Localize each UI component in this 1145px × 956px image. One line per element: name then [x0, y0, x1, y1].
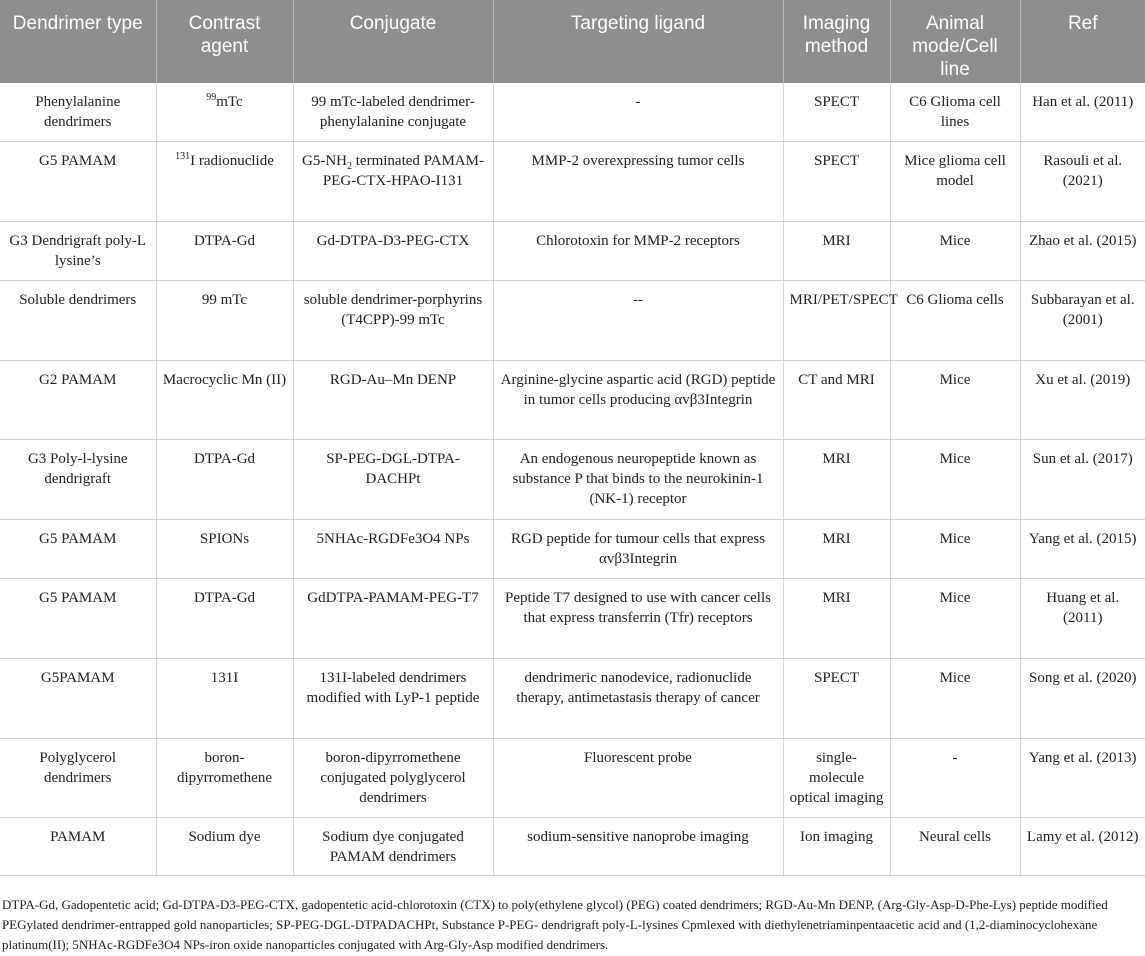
cell-method: CT and MRI [783, 360, 890, 439]
cell-conjugate: boron-dipyrromethene conjugated polyglycerol dendrimers [293, 738, 493, 817]
cell-ligand: - [493, 82, 783, 141]
cell-ref: Huang et al. (2011) [1020, 578, 1145, 658]
table-row [0, 817, 1145, 875]
cell-ref: Yang et al. (2013) [1020, 738, 1145, 817]
agent-superscript: 99 [206, 91, 217, 103]
header-conjugate: Conjugate [293, 0, 493, 82]
table-row [0, 658, 1145, 738]
cell-ligand: -- [493, 280, 783, 360]
table-row [0, 578, 1145, 658]
cell-conjugate: 5NHAc-RGDFe3O4 NPs [293, 519, 493, 578]
cell-model: C6 Glioma cells [890, 280, 1020, 360]
header-imaging-method: Imaging method [783, 0, 890, 82]
cell-ref: Han et al. (2011) [1020, 82, 1145, 141]
cell-agent: DTPA-Gd [156, 221, 293, 280]
cell-dendrimer: G5 PAMAM [0, 141, 156, 221]
cell-agent: DTPA-Gd [156, 578, 293, 658]
cell-dendrimer: Phenylalanine dendrimers [0, 82, 156, 141]
cell-conjugate: RGD-Au–Mn DENP [293, 360, 493, 439]
cell-ligand: Arginine-glycine aspartic acid (RGD) peptide in tumor cells producing αvβ3Integrin [493, 360, 783, 439]
cell-method: MRI [783, 519, 890, 578]
cell-agent: Macrocyclic Mn (II) [156, 360, 293, 439]
cell-dendrimer: G5 PAMAM [0, 578, 156, 658]
table-row [0, 280, 1145, 360]
cell-agent [156, 82, 293, 141]
cell-ref: Lamy et al. (2012) [1020, 817, 1145, 875]
table-row [0, 439, 1145, 519]
cell-dendrimer: G3 Dendrigraft poly-L lysine’s [0, 221, 156, 280]
cell-dendrimer: G2 PAMAM [0, 360, 156, 439]
cell-dendrimer: Soluble dendrimers [0, 280, 156, 360]
conjugate-prefix: G5-NH [302, 152, 348, 169]
cell-method: single-molecule optical imaging [783, 738, 890, 817]
cell-ref: Zhao et al. (2015) [1020, 221, 1145, 280]
header-dendrimer-type: Dendrimer type [0, 0, 156, 82]
cell-ref: Xu et al. (2019) [1020, 360, 1145, 439]
agent-text: mTc [216, 93, 243, 110]
cell-model: Mice glioma cell model [890, 141, 1020, 221]
cell-model: Mice [890, 221, 1020, 280]
cell-conjugate: soluble dendrimer-porphyrins (T4CPP)-99 mTc [293, 280, 493, 360]
conjugate-subscript: 2 [347, 160, 353, 172]
cell-ligand: RGD peptide for tumour cells that express αvβ3Integrin [493, 519, 783, 578]
table-header-row [0, 0, 1145, 82]
cell-ligand: An endogenous neuropeptide known as substance P that binds to the neurokinin-1 (NK-1) receptor [493, 439, 783, 519]
header-contrast-agent: Contrast agent [156, 0, 293, 82]
cell-ligand: Fluorescent probe [493, 738, 783, 817]
cell-model: Mice [890, 658, 1020, 738]
cell-ref: Rasouli et al. (2021) [1020, 141, 1145, 221]
cell-model: Mice [890, 360, 1020, 439]
cell-model: Neural cells [890, 817, 1020, 875]
cell-model: C6 Glioma cell lines [890, 82, 1020, 141]
cell-model: Mice [890, 439, 1020, 519]
cell-ref: Subbarayan et al. (2001) [1020, 280, 1145, 360]
cell-agent: Sodium dye [156, 817, 293, 875]
cell-agent [156, 141, 293, 221]
cell-conjugate: SP-PEG-DGL-DTPA-DACHPt [293, 439, 493, 519]
cell-method: MRI/PET/SPECT [783, 280, 890, 360]
cell-agent: boron-dipyrromethene [156, 738, 293, 817]
cell-agent: SPIONs [156, 519, 293, 578]
conjugate-text: terminated PAMAM-PEG-CTX-HPAO-I131 [322, 152, 484, 189]
cell-model: - [890, 738, 1020, 817]
cell-method: MRI [783, 221, 890, 280]
cell-conjugate: Sodium dye conjugated PAMAM dendrimers [293, 817, 493, 875]
cell-ligand: Chlorotoxin for MMP-2 receptors [493, 221, 783, 280]
cell-agent: DTPA-Gd [156, 439, 293, 519]
table-row [0, 221, 1145, 280]
cell-method: SPECT [783, 141, 890, 221]
cell-ref: Sun et al. (2017) [1020, 439, 1145, 519]
cell-conjugate: Gd-DTPA-D3-PEG-CTX [293, 221, 493, 280]
table-row [0, 519, 1145, 578]
cell-model: Mice [890, 578, 1020, 658]
cell-ligand: MMP-2 overexpressing tumor cells [493, 141, 783, 221]
cell-agent: 99 mTc [156, 280, 293, 360]
cell-model: Mice [890, 519, 1020, 578]
header-targeting-ligand: Targeting ligand [493, 0, 783, 82]
cell-dendrimer: G5 PAMAM [0, 519, 156, 578]
cell-conjugate: 131I-labeled dendrimers modified with LyP-1 peptide [293, 658, 493, 738]
cell-dendrimer: PAMAM [0, 817, 156, 875]
header-animal-model: Animal mode/Cell line [890, 0, 1020, 82]
cell-conjugate [293, 141, 493, 221]
cell-conjugate: 99 mTc-labeled dendrimer-phenylalanine conjugate [293, 82, 493, 141]
cell-ref: Yang et al. (2015) [1020, 519, 1145, 578]
cell-ref: Song et al. (2020) [1020, 658, 1145, 738]
cell-method: SPECT [783, 82, 890, 141]
cell-method: MRI [783, 578, 890, 658]
cell-ligand: dendrimeric nanodevice, radionuclide therapy, antimetastasis therapy of cancer [493, 658, 783, 738]
agent-text: I radionuclide [190, 152, 274, 169]
table-row [0, 738, 1145, 817]
cell-dendrimer: G5PAMAM [0, 658, 156, 738]
header-ref: Ref [1020, 0, 1145, 82]
cell-agent: 131I [156, 658, 293, 738]
table-footnote: DTPA-Gd, Gadopentetic acid; Gd-DTPA-D3-PEG-CTX, gadopentetic acid-chlorotoxin (CTX) to poly(ethylene glycol) (PEG) coated dendrimers; RGD-Au-Mn DENP, (Arg-Gly-Asp-D-Phe-Lys) peptide modified PEGylated dendrimer-entrapped gold nanoparticles; SP-PEG-DGL-DTPADACHPt, Substance P-PEG- dendrigraft poly-L-lysines Cpmlexed with diethylenetriaminpentaacetic acid and (1,2-diaminocyclohexane platinum(II); 5NHAc-RGDFe3O4 NPs-iron oxide nanoparticles conjugated with Arg-Gly-Asp modified dendrimers. [2, 897, 1108, 952]
agent-superscript: 131 [175, 150, 191, 162]
table-row [0, 360, 1145, 439]
cell-ligand: Peptide T7 designed to use with cancer cells that express transferrin (Tfr) receptors [493, 578, 783, 658]
cell-method: MRI [783, 439, 890, 519]
cell-method: Ion imaging [783, 817, 890, 875]
table-row [0, 82, 1145, 141]
cell-dendrimer: Polyglycerol dendrimers [0, 738, 156, 817]
table-row [0, 141, 1145, 221]
cell-dendrimer: G3 Poly-l-lysine dendrigraft [0, 439, 156, 519]
cell-method: SPECT [783, 658, 890, 738]
cell-ligand: sodium-sensitive nanoprobe imaging [493, 817, 783, 875]
cell-conjugate: GdDTPA-PAMAM-PEG-T7 [293, 578, 493, 658]
